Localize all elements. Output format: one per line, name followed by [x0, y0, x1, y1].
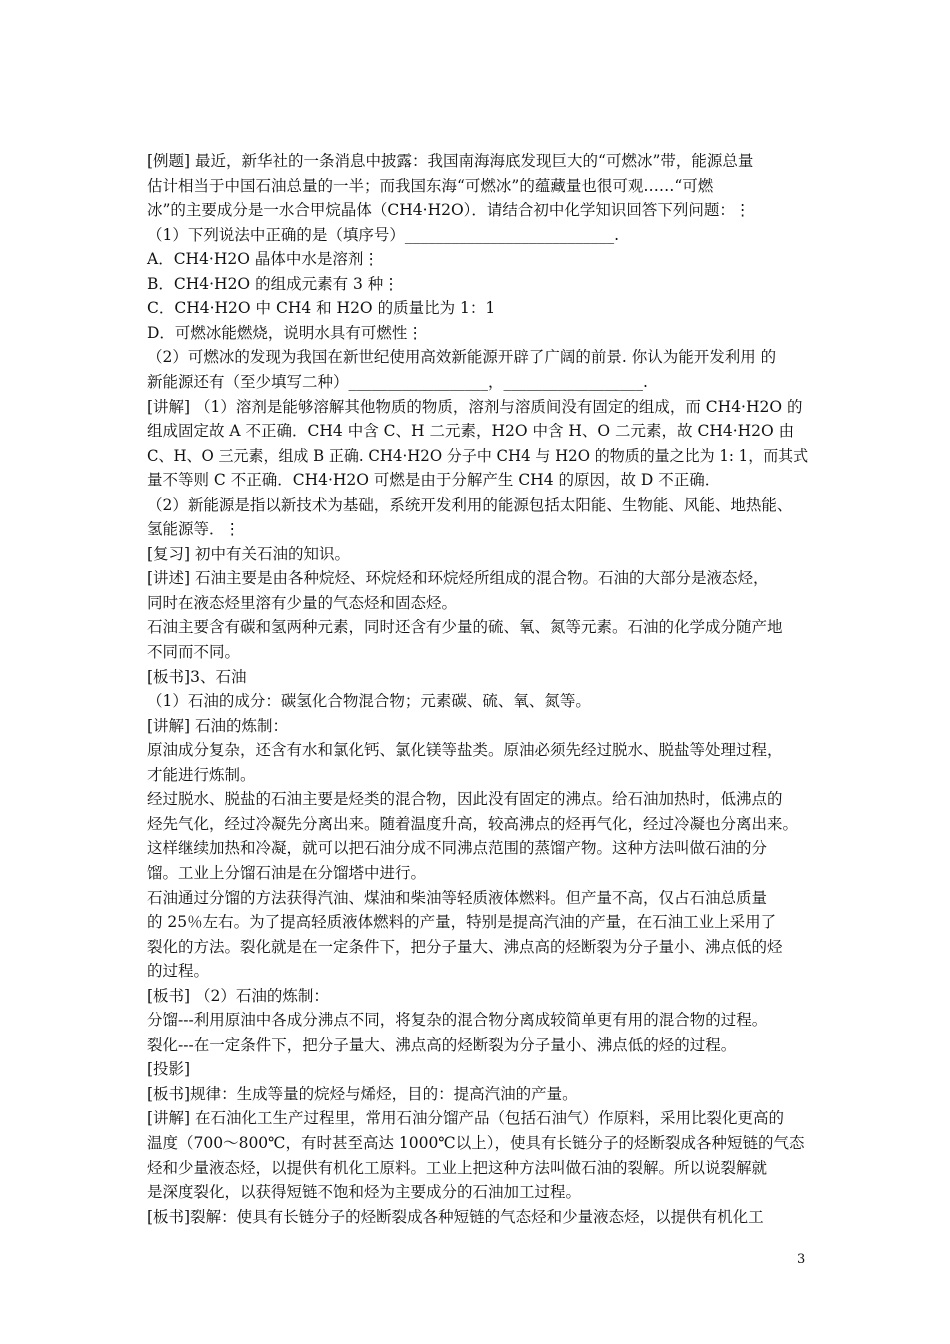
text-line: 烃和少量液态烃，以提供有机化工原料。工业上把这种方法叫做石油的裂解。所以说裂解就 [147, 1158, 768, 1177]
text-line: 氢能源等．⋮ [147, 520, 241, 539]
text-line: 温度（700～800℃，有时甚至高达 1000℃以上），使具有长链分子的烃断裂成各种短链的气态 [147, 1134, 805, 1152]
text-line: 石油主要含有碳和氢两种元素，同时还含有少量的硫、氧、氮等元素。石油的化学成分随产地 [147, 618, 783, 637]
text-line: 经过脱水、脱盐的石油主要是烃类的混合物，因此没有固定的沸点。给石油加热时，低沸点的 [147, 790, 783, 809]
text-line: 馏。工业上分馏石油是在分馏塔中进行。 [147, 863, 427, 882]
text-line: 才能进行炼制。 [147, 765, 256, 784]
text-line: （1）石油的成分：碳氢化合物混合物；元素碳、硫、氧、氮等。 [147, 692, 591, 711]
text-line: 估计相当于中国石油总量的一半；而我国东海“可燃冰”的蕴藏量也很可观……“可燃 [147, 176, 714, 195]
text-line: D．可燃冰能燃烧，说明水具有可燃性⋮ [147, 323, 423, 342]
text-line: [投影] [147, 1060, 191, 1079]
text-line: [板书]规律：生成等量的烷烃与烯烃，目的：提高汽油的产量。 [147, 1084, 578, 1103]
text-line: [讲述] 石油主要是由各种烷烃、环烷烃和环烷烃所组成的混合物。石油的大部分是液态烃， [147, 569, 769, 588]
text-line: 组成固定故 A 不正确．CH4 中含 C、H 二元素，H2O 中含 H、O 二元素，故 CH4·H2O 由 [147, 422, 795, 441]
text-line: 裂化---在一定条件下，把分子量大、沸点高的烃断裂为分子量小、沸点低的烃的过程。 [147, 1035, 737, 1054]
text-line: [例题] 最近，新华社的一条消息中披露：我国南海海底发现巨大的“可燃冰”带，能源总量 [147, 152, 754, 170]
text-line: [复习] 初中有关石油的知识。 [147, 544, 351, 563]
text-line: [讲解] 在石油化工生产过程里，常用石油分馏产品（包括石油气）作原料，采用比裂化更高的 [147, 1109, 785, 1128]
text-line: C．CH4·H2O 中 CH4 和 H2O 的质量比为 1：1 [147, 299, 496, 318]
text-line: C、H、O 三元素，组成 B 正确. CH4·H2O 分子中 CH4 与 H2O 的物质的量之比为 1: 1，而其式 [147, 446, 809, 465]
page-number: 3 [797, 1252, 806, 1267]
text-line: [板书]裂解：使具有长链分子的烃断裂成各种短链的气态烃和少量液态烃，以提供有机化工 [147, 1207, 764, 1226]
text-line: [讲解] 石油的炼制： [147, 716, 289, 735]
text-line: 新能源还有（至少填写二种）__________________，__________________. [147, 372, 648, 391]
text-line: 不同而不同。 [147, 643, 241, 661]
text-line: 烃先气化，经过冷凝先分离出来。随着温度升高，较高沸点的烃再气化，经过冷凝也分离出来。 [147, 814, 799, 833]
text-line: 的过程。 [147, 962, 210, 981]
text-line: 石油通过分馏的方法获得汽油、煤油和柴油等轻质液体燃料。但产量不高，仅占石油总质量 [147, 888, 768, 907]
text-line: [讲解] （1）溶剂是能够溶解其他物质的物质，溶剂与溶质间没有固定的组成，而 CH4·H2O 的 [147, 397, 803, 416]
text-line: [板书]3、石油 [147, 667, 247, 686]
text-line: 同时在液态烃里溶有少量的气态烃和固态烃。 [147, 593, 458, 612]
text-line: B．CH4·H2O 的组成元素有 3 种⋮ [147, 274, 399, 293]
text-line: A．CH4·H2O 晶体中水是溶剂⋮ [147, 250, 379, 269]
text-line: 原油成分复杂，还含有水和氯化钙、氯化镁等盐类。原油必须先经过脱水、脱盐等处理过程， [147, 741, 783, 760]
text-line: 冰”的主要成分是一水合甲烷晶体（CH4·H2O）．请结合初中化学知识回答下列问题：⋮ [147, 201, 751, 220]
text-line: （2）可燃冰的发现为我国在新世纪使用高效新能源开辟了广阔的前景. 你认为能开发利用 的 [147, 348, 777, 367]
text-line: 是深度裂化，以获得短链不饱和烃为主要成分的石油加工过程。 [147, 1183, 582, 1202]
text-line: （2）新能源是指以新技术为基础，系统开发利用的能源包括太阳能、生物能、风能、地热能、 [147, 495, 793, 514]
text-line: （1）下列说法中正确的是（填序号）___________________________. [147, 225, 620, 244]
text-line: 裂化的方法。裂化就是在一定条件下，把分子量大、沸点高的烃断裂为分子量小、沸点低的烃 [147, 937, 783, 956]
text-line: 分馏---利用原油中各成分沸点不同，将复杂的混合物分离成较简单更有用的混合物的过程。 [147, 1011, 768, 1030]
text-line: 量不等则 C 不正确．CH4·H2O 可燃是由于分解产生 CH4 的原因，故 D 不正确． [147, 471, 721, 490]
text-line: 这样继续加热和冷凝，就可以把石油分成不同沸点范围的蒸馏产物。这种方法叫做石油的分 [147, 839, 768, 858]
text-line: 的 25％左右。为了提高轻质液体燃料的产量，特别是提高汽油的产量，在石油工业上采用了 [147, 913, 777, 932]
text-line: [板书] （2）石油的炼制： [147, 986, 329, 1005]
